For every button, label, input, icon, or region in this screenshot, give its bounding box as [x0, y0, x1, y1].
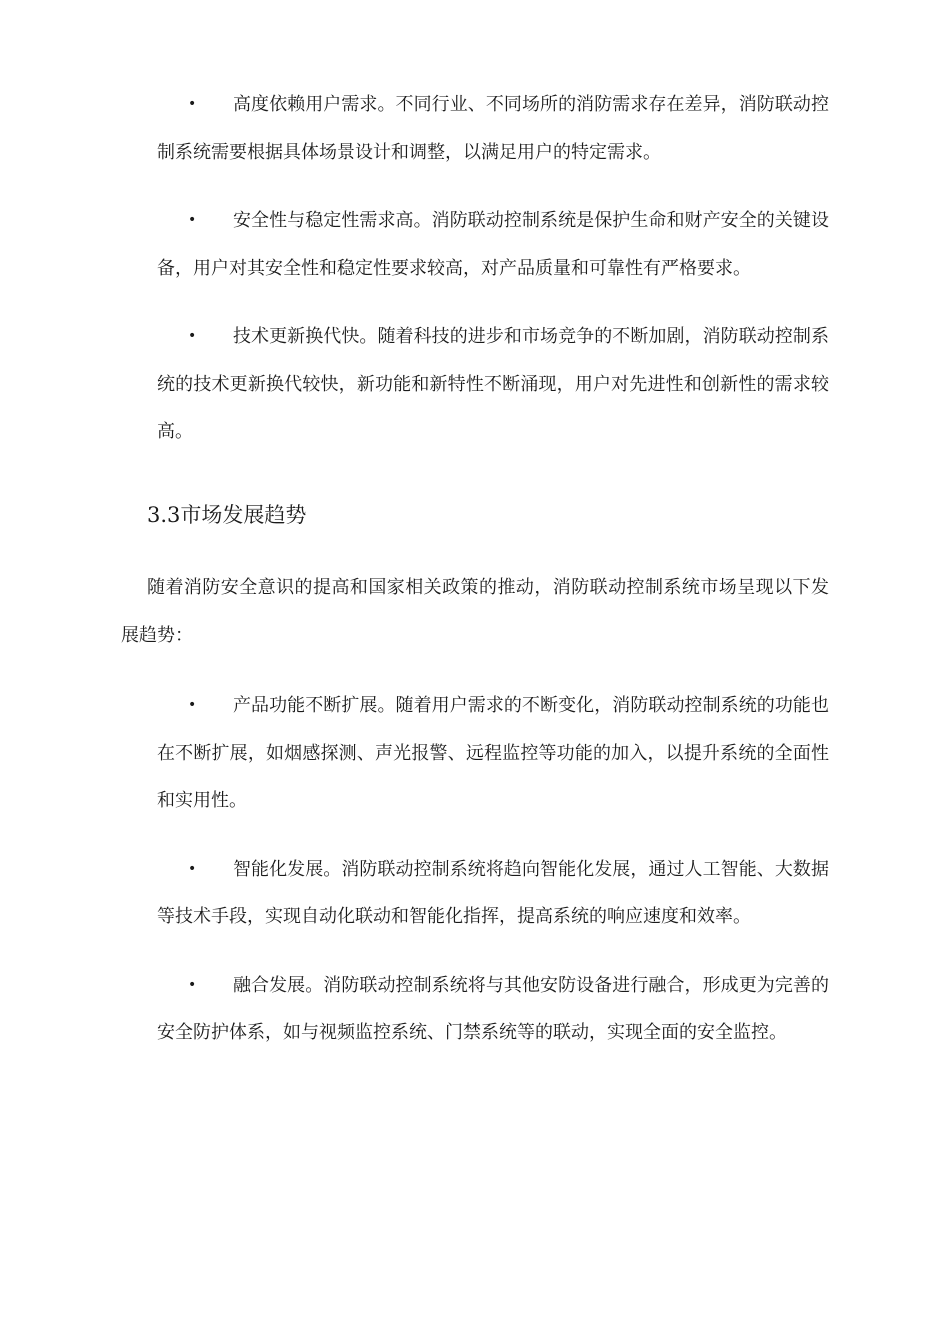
- section-heading: 3.3市场发展趋势: [147, 503, 307, 527]
- section-intro-paragraph: 随着消防安全意识的提高和国家相关政策的推动，消防联动控制系统市场呈现以下发展趋势：: [121, 577, 829, 646]
- list-item-text: 智能化发展。消防联动控制系统将趋向智能化发展，通过人工智能、大数据等技术手段，实现自动化联动和智能化指挥，提高系统的响应速度和效率。: [157, 858, 829, 927]
- bullet-marker: •: [188, 976, 197, 993]
- list-item: [157, 846, 829, 941]
- bullet-marker: •: [188, 212, 197, 228]
- market-trends-list: [0, 682, 829, 1078]
- list-item-text: 高度依赖用户需求。不同行业、不同场所的消防需求存在差异，消防联动控制系统需要根据具体场景设计和调整，以满足用户的特定需求。: [157, 94, 829, 163]
- bullet-marker: •: [188, 697, 197, 713]
- list-item: [157, 313, 829, 456]
- bullet-marker: •: [188, 96, 197, 112]
- list-item: [157, 197, 829, 292]
- bullet-marker: •: [188, 860, 197, 877]
- list-item-text: 安全性与稳定性需求高。消防联动控制系统是保护生命和财产安全的关键设备，用户对其安全性和稳定性要求较高，对产品质量和可靠性有严格要求。: [157, 210, 829, 279]
- list-item: [157, 682, 829, 825]
- list-item-text: 技术更新换代快。随着科技的进步和市场竞争的不断加剧，消防联动控制系统的技术更新换代较快，新功能和新特性不断涌现，用户对先进性和创新性的需求较高。: [157, 326, 829, 442]
- list-item: [157, 81, 829, 176]
- list-item-text: 融合发展。消防联动控制系统将与其他安防设备进行融合，形成更为完善的安全防护体系，如与视频监控系统、门禁系统等的联动，实现全面的安全监控。: [157, 974, 829, 1043]
- bullet-marker: •: [188, 328, 197, 344]
- requirement-characteristics-list: [0, 81, 829, 477]
- list-item-text: 产品功能不断扩展。随着用户需求的不断变化，消防联动控制系统的功能也在不断扩展，如烟感探测、声光报警、远程监控等功能的加入，以提升系统的全面性和实用性。: [157, 695, 829, 811]
- list-item: [157, 962, 829, 1057]
